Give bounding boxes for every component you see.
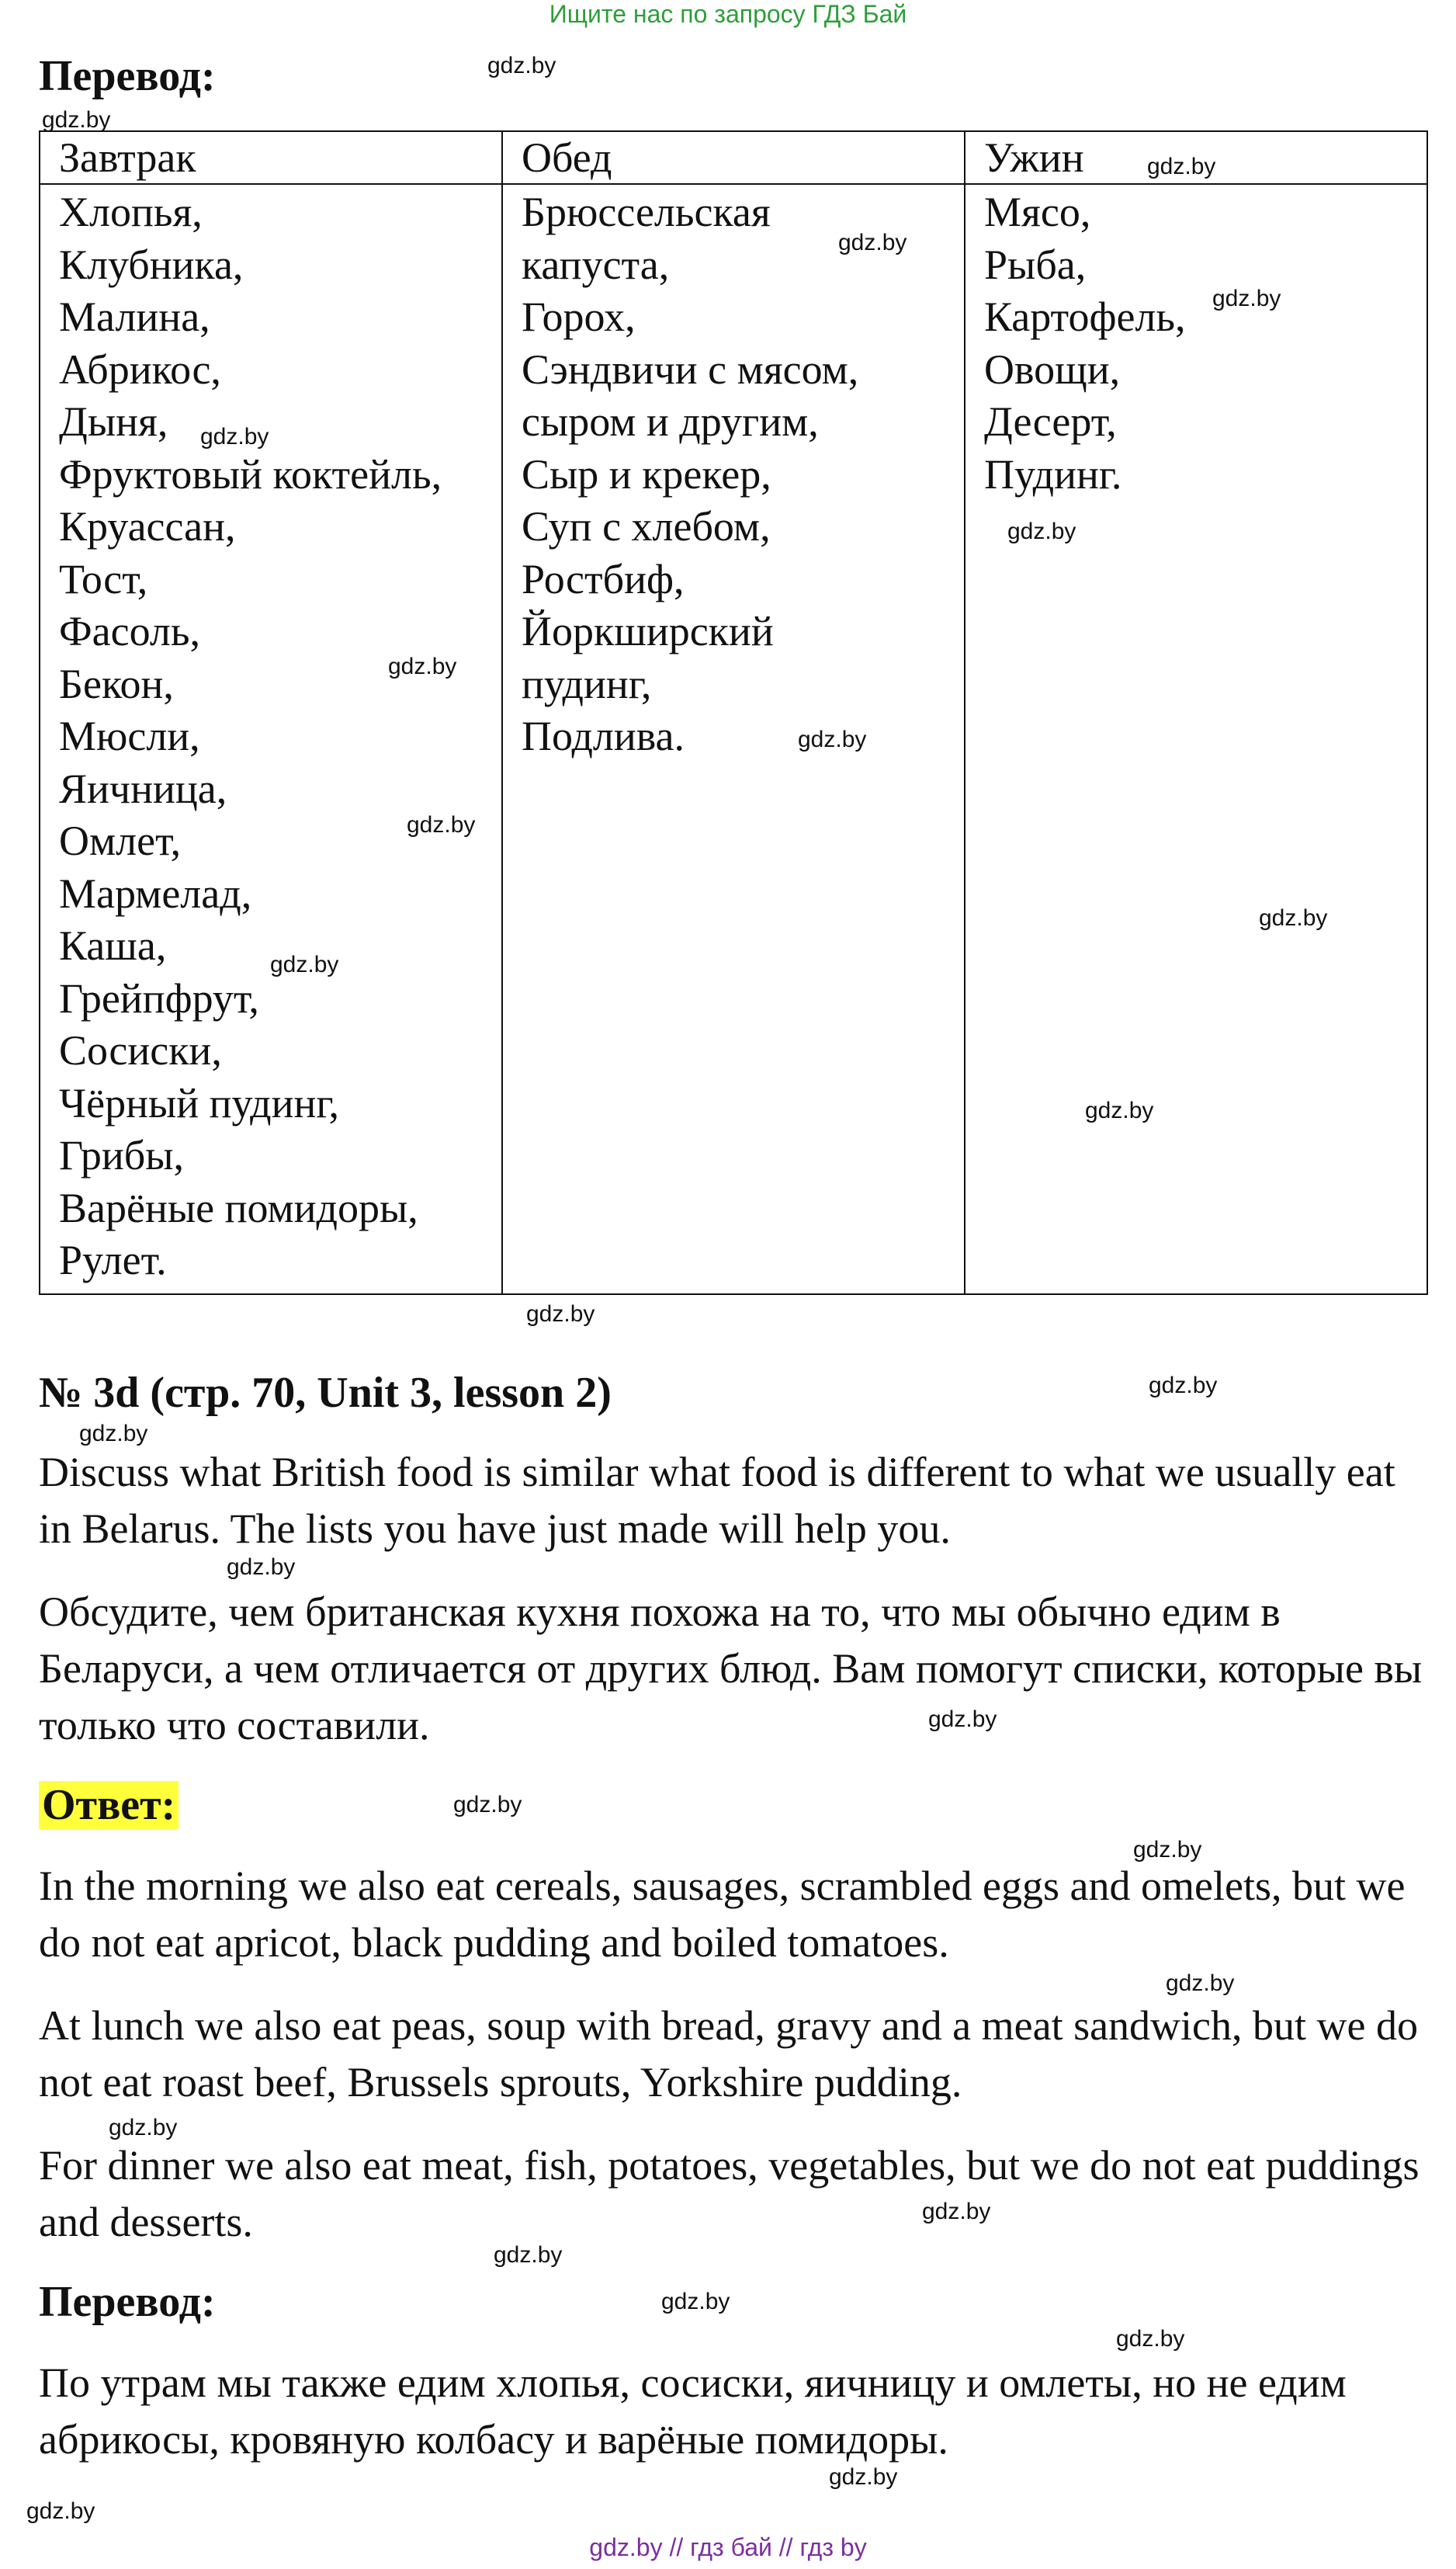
watermark: gdz.by — [109, 2115, 178, 2140]
breakfast-item: Мюсли, — [59, 713, 200, 759]
exercise-heading: № 3d (стр. 70, Unit 3, lesson 2) — [39, 1369, 612, 1417]
lunch-item: Горох, — [522, 293, 636, 340]
breakfast-item: Яичница, — [59, 765, 227, 812]
watermark: gdz.by — [1149, 1373, 1218, 1398]
dinner-item: Пудинг. — [984, 450, 1122, 498]
lunch-item: капуста, — [522, 241, 670, 288]
watermark: gdz.by — [42, 107, 111, 133]
watermark: gdz.by — [227, 1554, 296, 1580]
lunch-item: Сэндвичи с мясом, — [522, 345, 859, 393]
lunch-column — [502, 184, 965, 1294]
translation-paragraph: По утрам мы также едим хлопья, сосиски, яичницу и омлеты, но не едим абрикосы, кровяную колбасу и варёные помидоры. — [39, 2359, 1347, 2463]
translation-heading-2: Перевод: — [39, 2278, 216, 2326]
answer-paragraph-morning: In the morning we also eat cereals, sausages, scrambled eggs and omelets, but we do not eat apricot, black pudding and boiled tomatoes. — [39, 1863, 1406, 1966]
watermark: gdz.by — [453, 1792, 522, 1817]
breakfast-item: Дыня, — [59, 398, 168, 445]
dinner-item: Овощи, — [984, 345, 1121, 393]
watermark: gdz.by — [79, 1421, 148, 1446]
answer-paragraph-dinner: For dinner we also eat meat, fish, potatoes, vegetables, but we do not eat puddings and desserts. — [39, 2142, 1420, 2245]
breakfast-item: Сосиски, — [59, 1027, 222, 1074]
top-banner[interactable]: Ищите нас по запросу ГДЗ Бай — [549, 0, 907, 28]
breakfast-item: Круассан, — [59, 503, 236, 550]
watermark: gdz.by — [388, 654, 457, 679]
watermark: gdz.by — [928, 1706, 997, 1732]
dinner-item: Рыба, — [984, 241, 1087, 288]
watermark: gdz.by — [1147, 154, 1216, 179]
breakfast-item: Грибы, — [59, 1132, 184, 1179]
breakfast-item: Хлопья, — [59, 189, 203, 235]
lunch-item: сыром и другим, — [522, 398, 819, 445]
watermark: gdz.by — [526, 1301, 595, 1327]
answer-highlight: Ответ: — [39, 1781, 179, 1829]
watermark: gdz.by — [922, 2199, 991, 2224]
header-breakfast: Завтрак — [40, 131, 502, 184]
lunch-item: Брюссельская — [522, 189, 771, 235]
lunch-item: Сыр и крекер, — [522, 450, 771, 498]
answer-label — [39, 1780, 179, 1830]
breakfast-item: Мармелад, — [59, 870, 252, 917]
dinner-column — [965, 184, 1427, 1294]
watermark: gdz.by — [407, 812, 476, 838]
watermark: gdz.by — [494, 2242, 563, 2268]
breakfast-item: Рулет. — [59, 1237, 167, 1283]
breakfast-item: Абрикос, — [59, 345, 221, 393]
footer-links[interactable]: gdz.by // гдз бай // гдз by — [589, 2533, 867, 2561]
header-dinner: Ужин — [965, 131, 1427, 184]
watermark: gdz.by — [200, 424, 269, 450]
breakfast-item: Тост, — [59, 555, 148, 602]
breakfast-item: Каша, — [59, 922, 167, 969]
answer-paragraph-lunch: At lunch we also eat peas, soup with bread, gravy and a meat sandwich, but we do not eat roast beef, Brussels sprouts, Yorkshire pudding. — [39, 2002, 1418, 2106]
breakfast-column — [40, 184, 502, 1294]
watermark: gdz.by — [829, 2464, 898, 2490]
breakfast-item: Чёрный пудинг, — [59, 1079, 339, 1127]
breakfast-item: Клубника, — [59, 241, 244, 288]
lunch-item: Подлива. — [522, 713, 685, 759]
watermark: gdz.by — [1212, 286, 1281, 311]
lunch-item: Ростбиф, — [522, 555, 685, 602]
watermark: gdz.by — [487, 53, 556, 78]
task-russian: Обсудите, чем британская кухня похожа на то, что мы обычно едим в Беларуси, а чем отличается от других блюд. Вам помогут списки, которые вы только что составили. — [39, 1588, 1423, 1748]
breakfast-item: Малина, — [59, 293, 210, 340]
breakfast-item: Варёные помидоры, — [59, 1184, 418, 1231]
watermark: gdz.by — [1166, 1970, 1235, 1996]
breakfast-item: Грейпфрут, — [59, 974, 259, 1022]
breakfast-item: Фасоль, — [59, 608, 200, 654]
task-english: Discuss what British food is similar what food is different to what we usually eat in Belarus. The lists you have just made will help you. — [39, 1449, 1395, 1552]
watermark: gdz.by — [838, 230, 907, 255]
breakfast-item: Бекон, — [59, 660, 174, 707]
dinner-item: Десерт, — [984, 398, 1117, 445]
breakfast-item: Омлет, — [59, 818, 182, 864]
header-lunch: Обед — [502, 131, 965, 184]
translation-heading: Перевод: — [39, 52, 216, 100]
watermark: gdz.by — [26, 2498, 95, 2524]
dinner-item: Мясо, — [984, 189, 1091, 235]
watermark: gdz.by — [1116, 2326, 1185, 2352]
watermark: gdz.by — [270, 952, 339, 977]
watermark: gdz.by — [661, 2289, 730, 2314]
lunch-item: Суп с хлебом, — [522, 503, 771, 550]
dinner-item: Картофель, — [984, 293, 1186, 340]
breakfast-item: Фруктовый коктейль, — [59, 450, 442, 498]
watermark: gdz.by — [1259, 905, 1328, 931]
lunch-item: пудинг, — [522, 660, 652, 707]
watermark: gdz.by — [1085, 1098, 1154, 1123]
lunch-item: Йоркширский — [522, 608, 774, 654]
watermark: gdz.by — [798, 727, 867, 752]
watermark: gdz.by — [1007, 519, 1076, 544]
watermark: gdz.by — [1133, 1837, 1202, 1863]
